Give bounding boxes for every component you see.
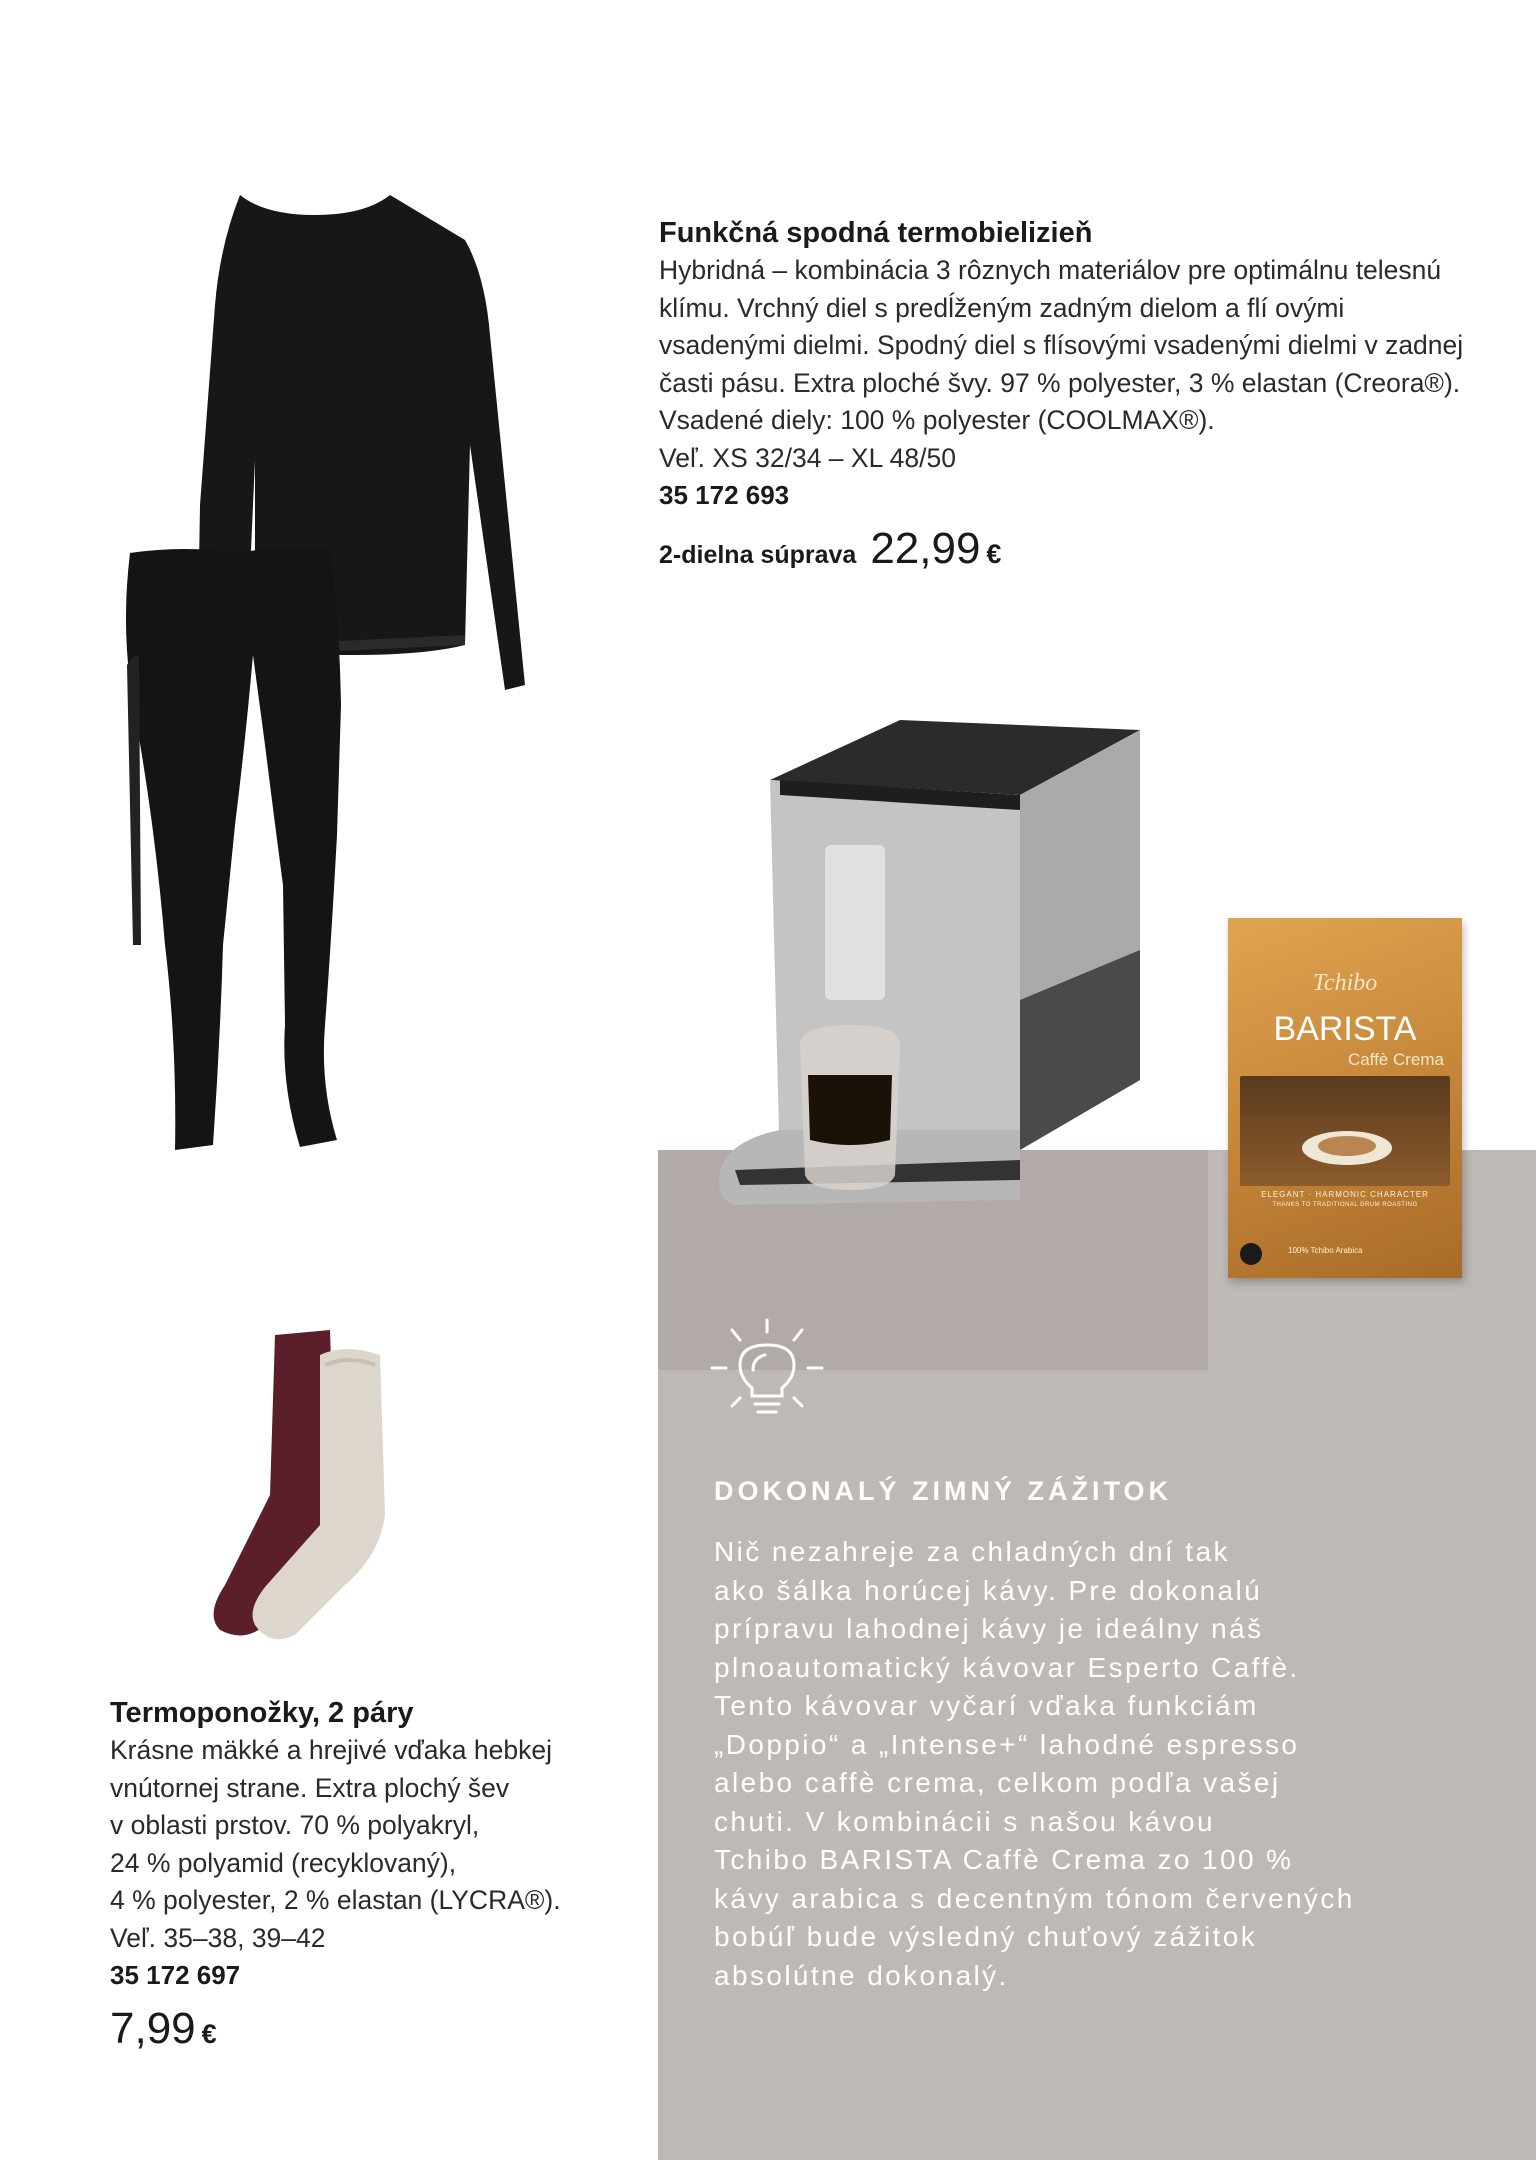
thermo-set-line: klímu. Vrchný diel s predĺženým zadným dielom a flí ovými <box>659 292 1345 323</box>
info-box-line: Nič nezahreje za chladných dní tak <box>714 1536 1230 1567</box>
coffee-pack-tagline-2: THANKS TO TRADITIONAL DRUM ROASTING <box>1272 1202 1418 1208</box>
thermo-set-price: 22,99 <box>870 524 981 573</box>
info-box-line: „Doppio“ a „Intense+“ lahodné espresso <box>714 1728 1300 1760</box>
coffee-machine-image <box>700 700 1150 1240</box>
thermo-set-line: Hybridná – kombinácia 3 rôznych materiálov pre optimálnu telesnú <box>659 255 1442 285</box>
socks-line: 24 % polyamid (recyklovaný), <box>110 1847 457 1878</box>
info-box-line: kávy arabica s decentným tónom červených <box>714 1882 1355 1914</box>
lightbulb-icon <box>710 1318 825 1423</box>
fairtrade-icon <box>1240 1243 1262 1265</box>
thermo-set-title: Funkčná spodná termobielizieň <box>659 217 1093 249</box>
thermo-set-size: Veľ. XS 32/34 – XL 48/50 <box>659 442 956 473</box>
info-box-line: bobúľ bude výsledný chuťový zážitok <box>714 1921 1258 1952</box>
thermo-set-description <box>659 214 1489 574</box>
coffee-pack-brand: Tchibo <box>1312 970 1378 996</box>
socks-description <box>110 1694 650 2054</box>
socks-title: Termoponožky, 2 páry <box>110 1697 414 1729</box>
info-box-line: chuti. V kombinácii s našou kávou <box>714 1805 1215 1837</box>
coffee-pack-variant: Caffè Crema <box>1347 1050 1444 1069</box>
info-box-heading: DOKONALÝ ZIMNÝ ZÁŽITOK <box>714 1476 1172 1506</box>
thermo-set-currency: € <box>986 539 1002 569</box>
coffee-pack-tagline: ELEGANT · HARMONIC CHARACTER <box>1261 1190 1429 1199</box>
thermo-set-line: vsadenými dielmi. Spodný diel s flísovými vsadenými dielmi v zadnej <box>659 330 1464 360</box>
coffee-pack-footer: 100% Tchibo Arabica <box>1288 1246 1363 1255</box>
info-box-line: plnoautomatický kávovar Esperto Caffè. <box>714 1651 1300 1683</box>
socks-line: 4 % polyester, 2 % elastan (LYCRA®). <box>110 1885 561 1915</box>
socks-item-number: 35 172 697 <box>110 1960 241 1990</box>
socks-size: Veľ. 35–38, 39–42 <box>110 1922 326 1953</box>
socks-image <box>185 1325 425 1645</box>
socks-currency: € <box>201 2019 217 2049</box>
socks-price: 7,99 <box>110 2004 196 2053</box>
coffee-cup-photo <box>1240 1076 1450 1186</box>
socks-line: v oblasti prstov. 70 % polyakryl, <box>110 1810 480 1840</box>
socks-price-row <box>110 2004 650 2054</box>
thermal-underwear-image <box>105 185 575 1245</box>
info-box-line: ako šálka horúcej kávy. Pre dokonalú <box>714 1574 1263 1606</box>
socks-line: Krásne mäkké a hrejivé vďaka hebkej <box>110 1735 552 1765</box>
info-box-body <box>714 1533 1454 1995</box>
coffee-pack-name: BARISTA <box>1273 1010 1417 1048</box>
info-box-line: absolútne dokonalý. <box>714 1959 1009 1991</box>
thermo-set-item-number: 35 172 693 <box>659 480 790 510</box>
thermo-set-price-label: 2-dielna súprava <box>659 541 857 569</box>
socks-line: vnútornej strane. Extra plochý šev <box>110 1772 510 1803</box>
info-box-line: Tento kávovar vyčarí vďaka funkciám <box>714 1690 1259 1721</box>
info-box <box>714 1476 1454 1995</box>
thermo-set-price-row <box>659 524 1489 574</box>
info-box-line: prípravu lahodnej kávy je ideálny náš <box>714 1613 1264 1644</box>
thermo-set-line: časti pásu. Extra ploché švy. 97 % polyester, 3 % elastan (Creora®). <box>659 367 1461 398</box>
info-box-line: Tchibo BARISTA Caffè Crema zo 100 % <box>714 1844 1294 1875</box>
coffee-pack-image <box>1228 918 1462 1278</box>
info-box-line: alebo caffè crema, celkom podľa vašej <box>714 1767 1281 1798</box>
thermo-set-line: Vsadené diely: 100 % polyester (COOLMAX®). <box>659 405 1215 435</box>
